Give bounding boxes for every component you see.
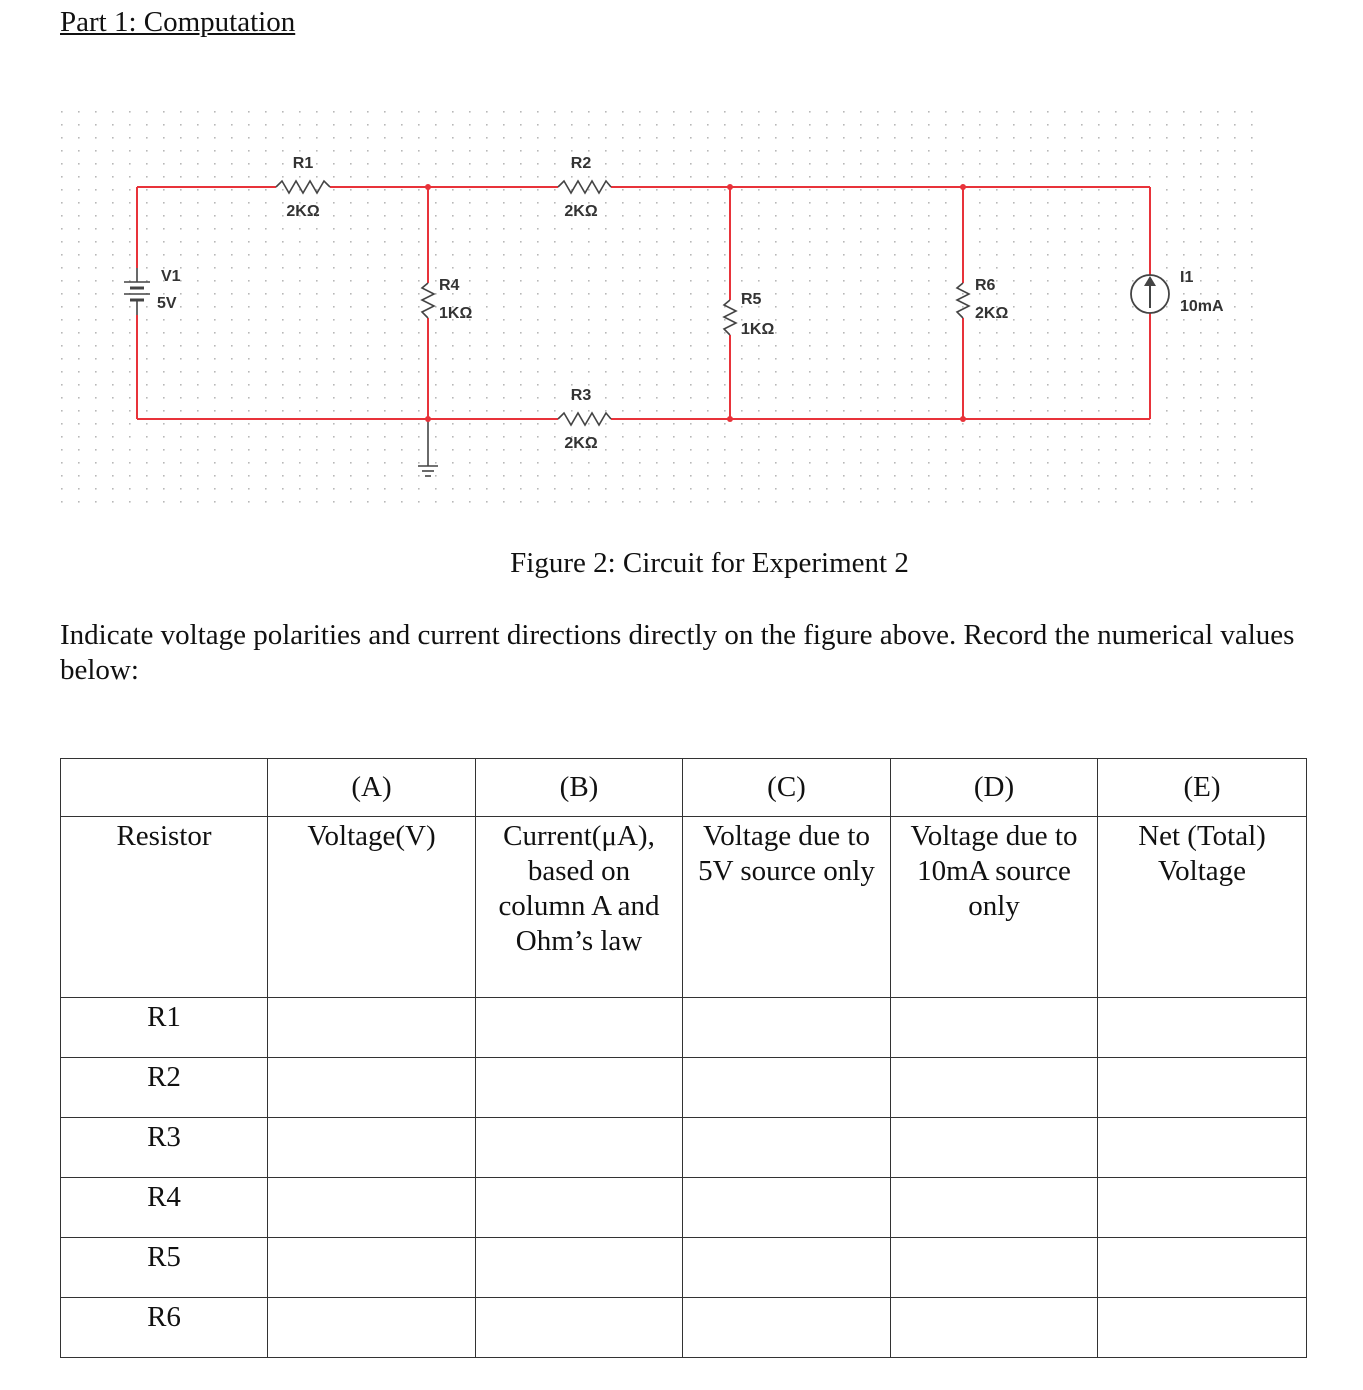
voltage-5v-cell[interactable] xyxy=(683,998,891,1058)
current-cell[interactable] xyxy=(476,1118,683,1178)
voltage-cell[interactable] xyxy=(268,1118,476,1178)
i1-value: 10mA xyxy=(1180,298,1224,315)
grid-background xyxy=(58,108,1263,510)
column-description: Voltage due to 5V source only xyxy=(683,817,891,998)
resistor-cell: R4 xyxy=(61,1178,268,1238)
voltage-5v-cell[interactable] xyxy=(683,1118,891,1178)
table-row xyxy=(61,1238,1307,1298)
junction-node xyxy=(727,184,733,190)
junction-node xyxy=(960,416,966,422)
junction-node xyxy=(425,416,431,422)
net-voltage-cell[interactable] xyxy=(1098,1298,1307,1358)
voltage-10ma-cell[interactable] xyxy=(891,1238,1098,1298)
net-voltage-cell[interactable] xyxy=(1098,998,1307,1058)
voltage-cell[interactable] xyxy=(268,998,476,1058)
junction-node xyxy=(425,184,431,190)
voltage-5v-cell[interactable] xyxy=(683,1058,891,1118)
column-letter: (D) xyxy=(891,759,1098,817)
voltage-cell[interactable] xyxy=(268,1178,476,1238)
table-row xyxy=(61,1178,1307,1238)
r1-name: R1 xyxy=(292,155,314,172)
r3-name: R3 xyxy=(570,387,592,404)
voltage-5v-cell[interactable] xyxy=(683,1238,891,1298)
column-description: Net (Total) Voltage xyxy=(1098,817,1307,998)
column-letter: (A) xyxy=(268,759,476,817)
current-cell[interactable] xyxy=(476,998,683,1058)
current-cell[interactable] xyxy=(476,1298,683,1358)
voltage-10ma-cell[interactable] xyxy=(891,1298,1098,1358)
r2-name: R2 xyxy=(570,155,592,172)
voltage-10ma-cell[interactable] xyxy=(891,1118,1098,1178)
r2-value: 2KΩ xyxy=(564,203,598,220)
r4-value: 1KΩ xyxy=(439,305,473,322)
r4-name: R4 xyxy=(439,277,460,294)
column-description: Resistor xyxy=(61,817,268,998)
resistor-cell: R3 xyxy=(61,1118,268,1178)
column-letter xyxy=(61,759,268,817)
i1-name: I1 xyxy=(1180,269,1194,286)
column-description: Voltage due to 10mA source only xyxy=(891,817,1098,998)
column-description-row xyxy=(61,817,1307,998)
circuit-schematic xyxy=(58,108,1263,510)
column-letter-row xyxy=(61,759,1307,817)
net-voltage-cell[interactable] xyxy=(1098,1058,1307,1118)
r6-name: R6 xyxy=(975,277,996,294)
r1-value: 2KΩ xyxy=(286,203,320,220)
column-letter: (C) xyxy=(683,759,891,817)
table-row xyxy=(61,1058,1307,1118)
results-table xyxy=(60,758,1307,1358)
voltage-5v-cell[interactable] xyxy=(683,1298,891,1358)
column-letter: (E) xyxy=(1098,759,1307,817)
v1-value: 5V xyxy=(157,295,177,312)
v1-name: V1 xyxy=(161,268,181,285)
figure-caption-text: Figure 2: Circuit for Experiment 2 xyxy=(510,547,909,579)
table-row xyxy=(61,998,1307,1058)
instruction-text: Indicate voltage polarities and current directions directly on the figure above. Record the numerical values below: xyxy=(60,619,1295,686)
voltage-10ma-cell[interactable] xyxy=(891,1178,1098,1238)
resistor-cell: R1 xyxy=(61,998,268,1058)
junction-node xyxy=(960,184,966,190)
r5-name: R5 xyxy=(741,291,762,308)
current-cell[interactable] xyxy=(476,1238,683,1298)
resistor-cell: R5 xyxy=(61,1238,268,1298)
net-voltage-cell[interactable] xyxy=(1098,1178,1307,1238)
resistor-cell: R2 xyxy=(61,1058,268,1118)
page-heading: Part 1: Computation xyxy=(60,6,296,38)
resistor-cell: R6 xyxy=(61,1298,268,1358)
figure-caption xyxy=(0,547,1363,580)
r5-value: 1KΩ xyxy=(741,321,775,338)
current-source-symbol xyxy=(1131,275,1169,313)
voltage-cell[interactable] xyxy=(268,1298,476,1358)
column-letter: (B) xyxy=(476,759,683,817)
voltage-cell[interactable] xyxy=(268,1058,476,1118)
current-cell[interactable] xyxy=(476,1058,683,1118)
table-row xyxy=(61,1298,1307,1358)
current-cell[interactable] xyxy=(476,1178,683,1238)
voltage-10ma-cell[interactable] xyxy=(891,1058,1098,1118)
column-description: Voltage(V) xyxy=(268,817,476,998)
r3-value: 2KΩ xyxy=(564,435,598,452)
net-voltage-cell[interactable] xyxy=(1098,1238,1307,1298)
net-voltage-cell[interactable] xyxy=(1098,1118,1307,1178)
table-row xyxy=(61,1118,1307,1178)
junction-node xyxy=(727,416,733,422)
voltage-5v-cell[interactable] xyxy=(683,1178,891,1238)
r6-value: 2KΩ xyxy=(975,305,1009,322)
voltage-cell[interactable] xyxy=(268,1238,476,1298)
column-description: Current(μA), based on column A and Ohm’s law xyxy=(476,817,683,998)
voltage-10ma-cell[interactable] xyxy=(891,998,1098,1058)
